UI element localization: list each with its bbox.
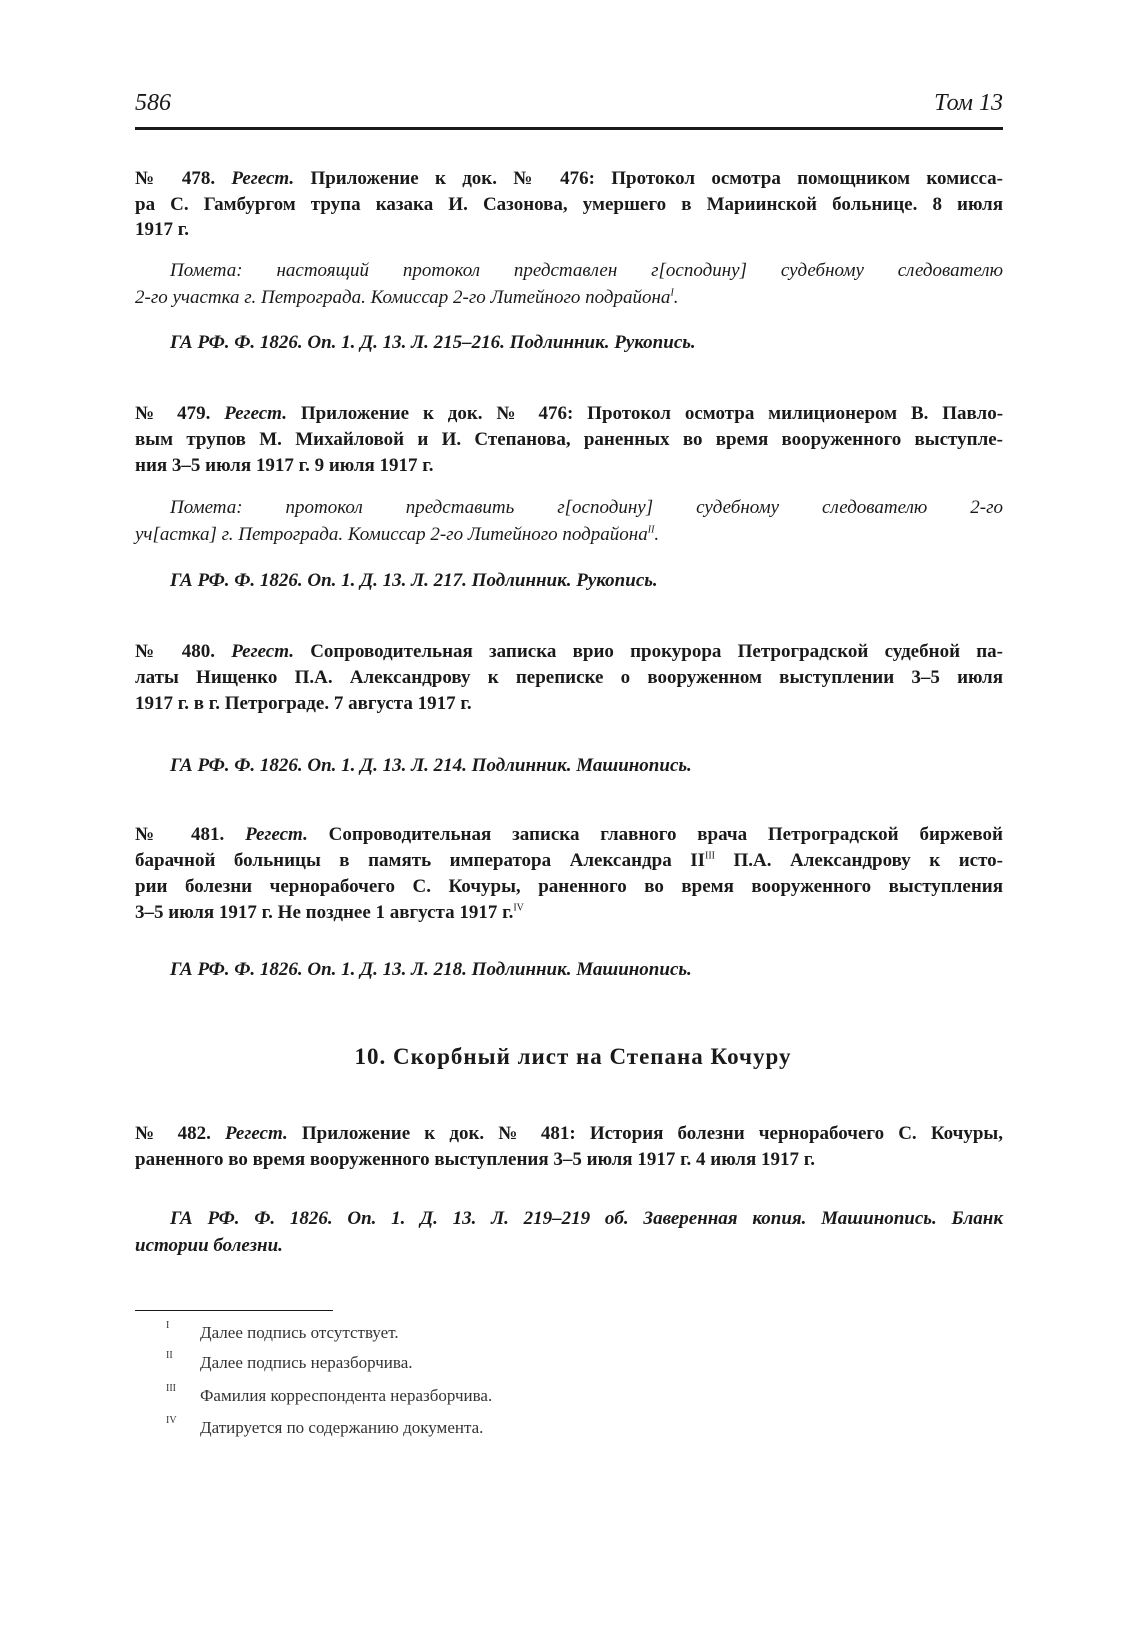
document-title-line (135, 822, 1003, 848)
document-type-label: Регест. (231, 168, 295, 189)
document-title-line (135, 665, 1003, 691)
text-segment: ра С. Гамбургом трупа казака И. Сазонова, умершего в Мариинской больнице. 8 июля (135, 194, 1003, 215)
archive-source: ГА РФ. Ф. 1826. Оп. 1. Д. 13. Л. 215–216. Подлинник. Рукопись. (170, 332, 696, 353)
text-segment: Приложение к док. № 476: Протокол осмотра помощником комисса- (294, 168, 1004, 189)
footnote-ref: III (705, 850, 716, 862)
text-segment: Сопроводительная записка врио прокурора Петроградской судебной па- (294, 641, 1004, 662)
text-segment: . (673, 287, 679, 308)
text-segment: Сопроводительная записка главного врача Петроградской биржевой (307, 824, 1003, 845)
text-segment: 1917 г. (135, 219, 189, 240)
archive-source: ГА РФ. Ф. 1826. Оп. 1. Д. 13. Л. 217. Подлинник. Рукопись. (170, 570, 658, 591)
document-number: № 480. (135, 641, 216, 662)
section-heading: 10. Скорбный лист на Степана Кочуру (354, 1044, 792, 1069)
document-title-line (135, 639, 1003, 665)
document-title-line (135, 427, 1003, 453)
footnote-ref: I (670, 287, 674, 299)
volume-label: Том 13 (934, 90, 1003, 116)
header-rule (135, 127, 1003, 130)
document-number: № 481. (135, 824, 225, 845)
footnote-ref: II (647, 524, 655, 536)
document-title-line (135, 1121, 1003, 1147)
text-segment: Приложение к док. № 476: Протокол осмотра милиционером В. Павло- (286, 403, 1004, 424)
footnote-mark: III (166, 1383, 176, 1394)
document-title-line (135, 1147, 1003, 1173)
footnote-mark: II (166, 1350, 173, 1361)
document-title-line (135, 166, 1003, 192)
footnote-mark: I (166, 1320, 170, 1331)
page-number: 586 (135, 90, 171, 116)
text-segment: 1917 г. в г. Петрограде. 7 августа 1917 г. (135, 693, 472, 714)
text-segment: 2-го участка г. Петрограда. Комиссар 2-го Литейного подрайона (135, 287, 671, 308)
document-title-line (135, 192, 1003, 218)
footnote-rule (135, 1310, 333, 1311)
document-number: № 478. (135, 168, 216, 189)
text-segment: барачной больницы в память императора Александра II (135, 850, 706, 871)
text-segment: . (654, 524, 660, 545)
text-segment: П.А. Александрову к исто- (715, 850, 1003, 871)
document-title-line (135, 691, 1003, 717)
document-type-label: Регест. (245, 824, 308, 845)
archive-source-line: ГА РФ. Ф. 1826. Оп. 1. Д. 13. Л. 219–219 об. Заверенная копия. Машинопись. Бланк (170, 1208, 1003, 1229)
text-segment: Приложение к док. № 481: История болезни чернорабочего С. Кочуры, (287, 1123, 1004, 1144)
document-title-line (135, 453, 1003, 479)
document-type-label: Регест. (224, 403, 287, 424)
footnote-text: Далее подпись неразборчива. (200, 1353, 413, 1372)
footnote-text: Фамилия корреспондента неразборчива. (200, 1386, 493, 1405)
annotation-line (170, 495, 1003, 521)
text-segment: Помета: настоящий протокол представлен г[осподину] судебному следователю (170, 260, 1003, 281)
document-number: № 482. (135, 1123, 211, 1144)
archive-source-line: истории болезни. (135, 1235, 283, 1256)
document-number: № 479. (135, 403, 211, 424)
text-segment: Помета: протокол представить г[осподину] судебному следователю 2-го (170, 497, 1003, 518)
text-segment: уч[астка] г. Петрограда. Комиссар 2-го Литейного подрайона (135, 524, 648, 545)
text-segment: рии болезни чернорабочего С. Кочуры, раненного во время вооруженного выступления (135, 876, 1003, 897)
document-type-label: Регест. (225, 1123, 288, 1144)
archive-source: ГА РФ. Ф. 1826. Оп. 1. Д. 13. Л. 218. Подлинник. Машинопись. (170, 959, 692, 980)
text-segment: ния 3–5 июля 1917 г. 9 июля 1917 г. (135, 455, 434, 476)
footnote-ref: IV (513, 902, 524, 914)
annotation-line (170, 258, 1003, 284)
document-title-line (135, 217, 1003, 243)
footnote-text: Далее подпись отсутствует. (200, 1323, 399, 1342)
footnote-text: Датируется по содержанию документа. (200, 1418, 484, 1437)
document-title-line (135, 848, 1003, 874)
text-segment: вым трупов М. Михайловой и И. Степанова, раненных во время вооруженного выступле- (135, 429, 1003, 450)
text-segment: 3–5 июля 1917 г. Не позднее 1 августа 1917 г. (135, 902, 514, 923)
annotation-line (135, 285, 1003, 311)
text-segment: раненного во время вооруженного выступления 3–5 июля 1917 г. 4 июля 1917 г. (135, 1149, 815, 1170)
document-type-label: Регест. (231, 641, 294, 662)
document-title-line (135, 900, 1003, 926)
text-segment: латы Нищенко П.А. Александрову к переписке о вооруженном выступлении 3–5 июля (135, 667, 1003, 688)
document-title-line (135, 401, 1003, 427)
archive-source: ГА РФ. Ф. 1826. Оп. 1. Д. 13. Л. 214. Подлинник. Машинопись. (170, 755, 692, 776)
annotation-line (135, 522, 1003, 548)
document-title-line (135, 874, 1003, 900)
footnote-mark: IV (166, 1415, 177, 1426)
